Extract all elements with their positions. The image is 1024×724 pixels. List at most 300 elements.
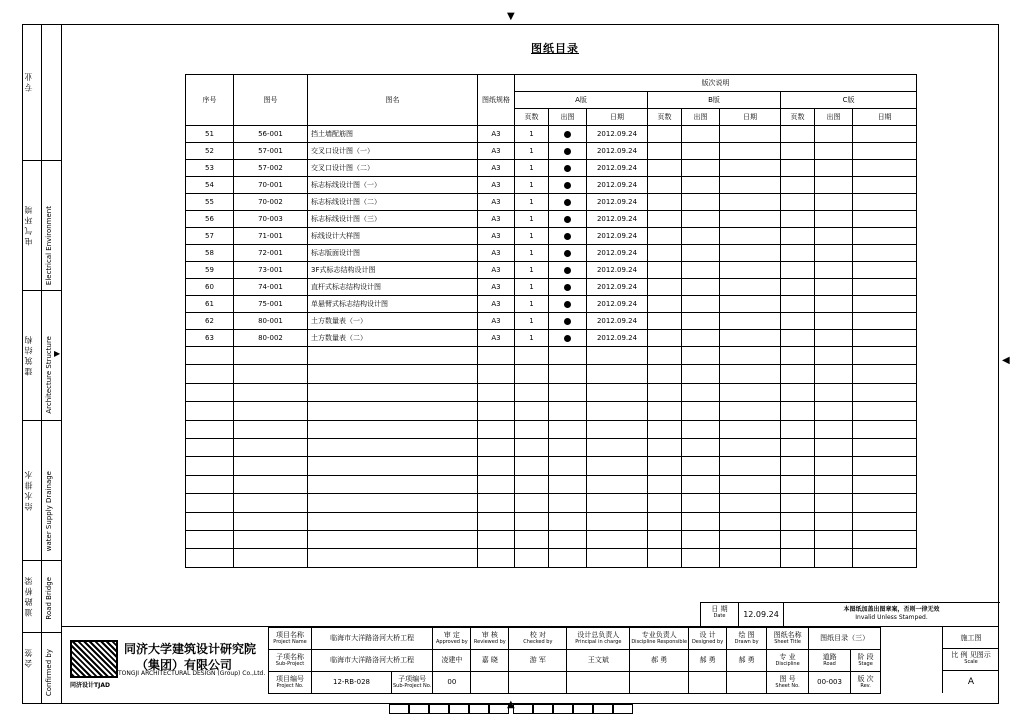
empty-cell <box>549 438 587 456</box>
empty-cell <box>815 530 853 548</box>
table-row-empty <box>186 402 917 420</box>
empty-cell <box>853 160 917 177</box>
empty-cell <box>648 160 682 177</box>
empty-cell <box>515 402 549 420</box>
empty-cell <box>815 245 853 262</box>
cell-pages: 1 <box>515 228 549 245</box>
empty-cell <box>478 438 515 456</box>
empty-cell <box>186 365 234 383</box>
cell-name: 直杆式标志结构设计图 <box>308 279 478 296</box>
cell-pages: 1 <box>515 330 549 347</box>
cell-name: 标志版面设计图 <box>308 245 478 262</box>
empty-cell <box>682 177 720 194</box>
empty-cell <box>478 402 515 420</box>
issued-cell <box>549 211 587 228</box>
empty-cell <box>648 549 682 567</box>
empty-cell <box>308 402 478 420</box>
cell-pages: 1 <box>515 126 549 143</box>
cell-seq: 62 <box>186 313 234 330</box>
empty-cell <box>781 475 815 493</box>
org-name-en: TONGJI ARCHITECTURAL DESIGN (Group) Co.,Ltd. <box>118 670 266 677</box>
cell-date: 2012.09.24 <box>587 330 648 347</box>
issued-cell <box>549 245 587 262</box>
header-seq: 序号 <box>186 75 234 126</box>
empty-cell <box>682 245 720 262</box>
empty-cell <box>648 420 682 438</box>
empty-cell <box>648 126 682 143</box>
empty-cell <box>648 383 682 401</box>
cell-name: 交叉口设计图（二） <box>308 160 478 177</box>
empty-cell <box>720 457 781 475</box>
empty-cell <box>781 420 815 438</box>
issued-cell <box>549 126 587 143</box>
empty-cell <box>720 228 781 245</box>
cell-no: 80-002 <box>234 330 308 347</box>
cell-name: 标志标线设计图（一） <box>308 177 478 194</box>
empty-cell <box>815 143 853 160</box>
org-name-cn: 同济大学建筑设计研究院 <box>124 642 257 656</box>
table-row <box>186 245 917 262</box>
issued-dot-icon <box>564 199 571 206</box>
table-row <box>186 330 917 347</box>
empty-cell <box>587 347 648 365</box>
empty-cell <box>781 262 815 279</box>
header-b-date: 日期 <box>720 109 781 126</box>
empty-cell <box>781 143 815 160</box>
empty-cell <box>478 420 515 438</box>
stamp-note: 本图纸加盖出图章案，否则一律无效 Invalid Unless Stamped. <box>843 606 940 621</box>
issued-dot-icon <box>564 182 571 189</box>
issued-cell <box>549 330 587 347</box>
empty-cell <box>720 296 781 313</box>
empty-cell <box>781 177 815 194</box>
empty-cell <box>815 279 853 296</box>
empty-cell <box>587 365 648 383</box>
cell-seq: 51 <box>186 126 234 143</box>
table-row-empty <box>186 549 917 567</box>
cell-date: 2012.09.24 <box>587 228 648 245</box>
org-name-cn-2: （集团）有限公司 <box>136 658 233 672</box>
cell-pages: 1 <box>515 194 549 211</box>
empty-cell <box>853 262 917 279</box>
empty-cell <box>648 194 682 211</box>
date-label: 日 期 Date <box>701 603 739 627</box>
cell-date: 2012.09.24 <box>587 262 648 279</box>
page-title: 图纸目录 <box>531 42 579 55</box>
empty-cell <box>815 194 853 211</box>
cell-date: 2012.09.24 <box>587 279 648 296</box>
margin-cell-cn: 给 水 排 水 <box>24 471 33 511</box>
table-row <box>186 126 917 143</box>
stage-label: 阶 段 Stage <box>851 650 881 672</box>
table-row-empty <box>186 383 917 401</box>
designed-label: 设 计 Designed by <box>689 628 727 650</box>
cell-name: 土方数量表（二） <box>308 330 478 347</box>
cell-seq: 58 <box>186 245 234 262</box>
empty-cell <box>682 279 720 296</box>
issued-dot-icon <box>564 216 571 223</box>
cell-date: 2012.09.24 <box>587 245 648 262</box>
empty-cell <box>478 530 515 548</box>
empty-cell <box>587 494 648 512</box>
principal-label: 设计总负责人 Principal in charge <box>567 628 630 650</box>
empty-cell <box>682 262 720 279</box>
cell-spec: A3 <box>478 296 515 313</box>
empty-cell <box>682 296 720 313</box>
margin-cell-cn: 建 筑 结 构 <box>24 336 33 376</box>
cell-seq: 60 <box>186 279 234 296</box>
empty-cell <box>682 143 720 160</box>
empty-cell <box>781 126 815 143</box>
table-row-empty <box>186 457 917 475</box>
empty-cell <box>781 438 815 456</box>
designed-name: 郝 勇 <box>689 650 727 672</box>
empty-cell <box>781 296 815 313</box>
empty-cell <box>308 530 478 548</box>
empty-cell <box>648 347 682 365</box>
empty-cell <box>308 494 478 512</box>
org-short: 同济设计TJAD <box>70 682 110 689</box>
cell-spec: A3 <box>478 279 515 296</box>
empty-cell <box>853 143 917 160</box>
empty-cell <box>682 126 720 143</box>
discipline-label: 专 业 Discipline <box>767 650 809 672</box>
rev-value: A <box>967 677 975 687</box>
empty-cell <box>720 262 781 279</box>
empty-cell <box>478 457 515 475</box>
cell-seq: 53 <box>186 160 234 177</box>
empty-cell <box>648 438 682 456</box>
header-a-issued: 出图 <box>549 109 587 126</box>
cell-name: 挡土墙配筋图 <box>308 126 478 143</box>
empty-cell <box>234 365 308 383</box>
empty-cell <box>234 347 308 365</box>
empty-cell <box>515 530 549 548</box>
empty-cell <box>815 330 853 347</box>
empty-cell <box>682 420 720 438</box>
empty-cell <box>308 549 478 567</box>
empty-cell <box>781 383 815 401</box>
empty-cell <box>815 438 853 456</box>
empty-cell <box>234 475 308 493</box>
empty-cell <box>853 402 917 420</box>
empty-cell <box>781 330 815 347</box>
header-drawing-name: 图名 <box>308 75 478 126</box>
table-row-empty <box>186 475 917 493</box>
margin-cell <box>22 290 61 421</box>
empty-cell <box>234 494 308 512</box>
empty-cell <box>815 383 853 401</box>
table-row <box>186 160 917 177</box>
cell-no: 75-001 <box>234 296 308 313</box>
cell-pages: 1 <box>515 313 549 330</box>
empty-cell <box>720 402 781 420</box>
issued-cell <box>549 262 587 279</box>
empty-cell <box>682 365 720 383</box>
empty-cell <box>515 347 549 365</box>
empty-cell <box>682 160 720 177</box>
margin-cell-en: Electrical Environment <box>45 206 53 286</box>
empty-cell <box>587 438 648 456</box>
empty-cell <box>549 494 587 512</box>
cell-seq: 61 <box>186 296 234 313</box>
empty-cell <box>682 313 720 330</box>
project-name: 临海市大洋路洛河大桥工程 <box>312 628 433 650</box>
empty-cell <box>648 143 682 160</box>
empty-cell <box>186 402 234 420</box>
empty-cell <box>853 313 917 330</box>
reviewed-name: 嘉 晓 <box>471 650 509 672</box>
cell-no: 70-002 <box>234 194 308 211</box>
margin-cell-cn: 会 签 <box>24 649 33 668</box>
header-rev-b: B版 <box>648 92 781 109</box>
empty-cell <box>587 457 648 475</box>
empty-cell <box>308 365 478 383</box>
empty-cell <box>720 330 781 347</box>
empty-cell <box>682 383 720 401</box>
empty-cell <box>853 347 917 365</box>
table-row <box>186 296 917 313</box>
empty-cell <box>682 330 720 347</box>
header-b-pages: 页数 <box>648 109 682 126</box>
empty-cell <box>815 420 853 438</box>
empty-cell <box>515 383 549 401</box>
empty-cell <box>186 438 234 456</box>
empty-cell <box>720 194 781 211</box>
issued-cell <box>549 279 587 296</box>
empty-cell <box>186 457 234 475</box>
table-row <box>186 194 917 211</box>
issued-dot-icon <box>564 267 571 274</box>
stage-scale-rev-panel <box>942 627 999 693</box>
issued-dot-icon <box>564 233 571 240</box>
header-rev-c: C版 <box>781 92 917 109</box>
empty-cell <box>781 279 815 296</box>
empty-cell <box>815 228 853 245</box>
checked-label: 校 对 Checked by <box>509 628 567 650</box>
empty-cell <box>234 549 308 567</box>
empty-cell <box>549 512 587 530</box>
bottom-strip <box>389 704 633 714</box>
margin-cell-en: Confirmed by <box>45 649 53 697</box>
issued-dot-icon <box>564 284 571 291</box>
empty-cell <box>720 494 781 512</box>
empty-cell <box>587 512 648 530</box>
empty-cell <box>186 494 234 512</box>
cell-date: 2012.09.24 <box>587 160 648 177</box>
empty-cell <box>478 383 515 401</box>
empty-cell <box>815 211 853 228</box>
empty-cell <box>186 420 234 438</box>
discipline-resp-label: 专业负责人 Discipline Responsible <box>630 628 689 650</box>
empty-cell <box>682 512 720 530</box>
empty-cell <box>308 347 478 365</box>
empty-cell <box>682 347 720 365</box>
cell-spec: A3 <box>478 228 515 245</box>
empty-cell <box>587 549 648 567</box>
empty-cell <box>648 296 682 313</box>
cell-no: 57-002 <box>234 160 308 177</box>
margin-cell-en: Road Bridge <box>45 577 53 620</box>
empty-cell <box>781 194 815 211</box>
cell-pages: 1 <box>515 262 549 279</box>
scale-cell: 比 例 见图示 Scale <box>943 649 999 671</box>
empty-cell <box>478 347 515 365</box>
cell-seq: 55 <box>186 194 234 211</box>
empty-cell <box>815 457 853 475</box>
cell-name: 标志标线设计图（二） <box>308 194 478 211</box>
issued-cell <box>549 177 587 194</box>
empty-cell <box>549 420 587 438</box>
empty-cell <box>234 512 308 530</box>
issued-dot-icon <box>564 301 571 308</box>
empty-cell <box>648 512 682 530</box>
empty-cell <box>682 530 720 548</box>
cell-no: 70-001 <box>234 177 308 194</box>
header-rev-a: A版 <box>515 92 648 109</box>
cell-name: 3F式标志结构设计图 <box>308 262 478 279</box>
empty-cell <box>549 402 587 420</box>
empty-cell <box>682 475 720 493</box>
discipline-resp-name: 郝 勇 <box>630 650 689 672</box>
empty-cell <box>781 549 815 567</box>
empty-cell <box>815 296 853 313</box>
cell-no: 72-001 <box>234 245 308 262</box>
empty-cell <box>720 211 781 228</box>
cell-pages: 1 <box>515 160 549 177</box>
sub-no-label: 子项编号 Sub-Project No. <box>392 672 433 694</box>
cell-no: 80-001 <box>234 313 308 330</box>
cell-seq: 56 <box>186 211 234 228</box>
empty-cell <box>587 475 648 493</box>
approved-label: 审 定 Approved by <box>433 628 471 650</box>
empty-cell <box>853 383 917 401</box>
issued-cell <box>549 194 587 211</box>
empty-cell <box>186 512 234 530</box>
issued-dot-icon <box>564 335 571 342</box>
empty-cell <box>515 475 549 493</box>
empty-cell <box>853 330 917 347</box>
empty-cell <box>815 126 853 143</box>
empty-cell <box>720 160 781 177</box>
cell-no: 57-001 <box>234 143 308 160</box>
cell-pages: 1 <box>515 296 549 313</box>
margin-cell <box>22 632 61 705</box>
header-drawing-no: 图号 <box>234 75 308 126</box>
cell-no: 73-001 <box>234 262 308 279</box>
empty-cell <box>720 126 781 143</box>
table-row-empty <box>186 512 917 530</box>
cell-no: 70-003 <box>234 211 308 228</box>
empty-cell <box>781 228 815 245</box>
empty-cell <box>587 402 648 420</box>
empty-cell <box>549 475 587 493</box>
empty-cell <box>549 549 587 567</box>
principal-name: 王文斌 <box>567 650 630 672</box>
issued-cell <box>549 296 587 313</box>
empty-cell <box>648 530 682 548</box>
discipline-value: 道路 Road <box>809 650 851 672</box>
empty-cell <box>720 245 781 262</box>
empty-cell <box>853 365 917 383</box>
cell-spec: A3 <box>478 245 515 262</box>
cell-date: 2012.09.24 <box>587 177 648 194</box>
empty-cell <box>682 549 720 567</box>
empty-cell <box>720 279 781 296</box>
table-row-empty <box>186 530 917 548</box>
empty-cell <box>648 279 682 296</box>
cell-spec: A3 <box>478 262 515 279</box>
header-c-issued: 出图 <box>815 109 853 126</box>
empty-cell <box>308 457 478 475</box>
empty-cell <box>234 383 308 401</box>
empty-cell <box>815 494 853 512</box>
table-row-empty <box>186 365 917 383</box>
empty-cell <box>853 177 917 194</box>
empty-cell <box>515 365 549 383</box>
header-spec: 图纸规格 <box>478 75 515 126</box>
issued-dot-icon <box>564 131 571 138</box>
sheet-no-label: 图 号 Sheet No. <box>767 672 809 694</box>
empty-cell <box>682 211 720 228</box>
date-value: 12.09.24 <box>739 603 784 627</box>
issued-cell <box>549 313 587 330</box>
empty-cell <box>648 365 682 383</box>
empty-cell <box>853 457 917 475</box>
issued-cell <box>549 160 587 177</box>
issued-dot-icon <box>564 250 571 257</box>
empty-cell <box>815 262 853 279</box>
empty-cell <box>815 365 853 383</box>
empty-cell <box>234 438 308 456</box>
empty-cell <box>815 313 853 330</box>
drawn-label: 绘 图 Drawn by <box>727 628 767 650</box>
empty-cell <box>648 211 682 228</box>
empty-cell <box>853 512 917 530</box>
empty-cell <box>781 211 815 228</box>
empty-cell <box>648 330 682 347</box>
empty-cell <box>515 549 549 567</box>
drawing-list-table <box>185 74 917 568</box>
cell-seq: 54 <box>186 177 234 194</box>
drawing-list-body <box>186 126 917 568</box>
empty-cell <box>234 402 308 420</box>
issued-dot-icon <box>564 165 571 172</box>
empty-cell <box>720 347 781 365</box>
cell-seq: 57 <box>186 228 234 245</box>
margin-cell <box>22 560 61 633</box>
empty-cell <box>682 228 720 245</box>
empty-cell <box>648 402 682 420</box>
bottom-center-arrow-icon: ▲ <box>507 699 515 710</box>
empty-cell <box>648 228 682 245</box>
empty-cell <box>478 512 515 530</box>
empty-cell <box>781 530 815 548</box>
cell-spec: A3 <box>478 330 515 347</box>
empty-cell <box>186 530 234 548</box>
empty-cell <box>720 420 781 438</box>
table-row <box>186 228 917 245</box>
cell-seq: 63 <box>186 330 234 347</box>
table-row-empty <box>186 494 917 512</box>
empty-cell <box>308 512 478 530</box>
margin-cell-cn: 电 气 环 境 <box>24 206 33 246</box>
empty-cell <box>515 512 549 530</box>
cell-seq: 52 <box>186 143 234 160</box>
empty-cell <box>515 420 549 438</box>
approved-name: 凌建中 <box>433 650 471 672</box>
header-c-date: 日期 <box>853 109 917 126</box>
